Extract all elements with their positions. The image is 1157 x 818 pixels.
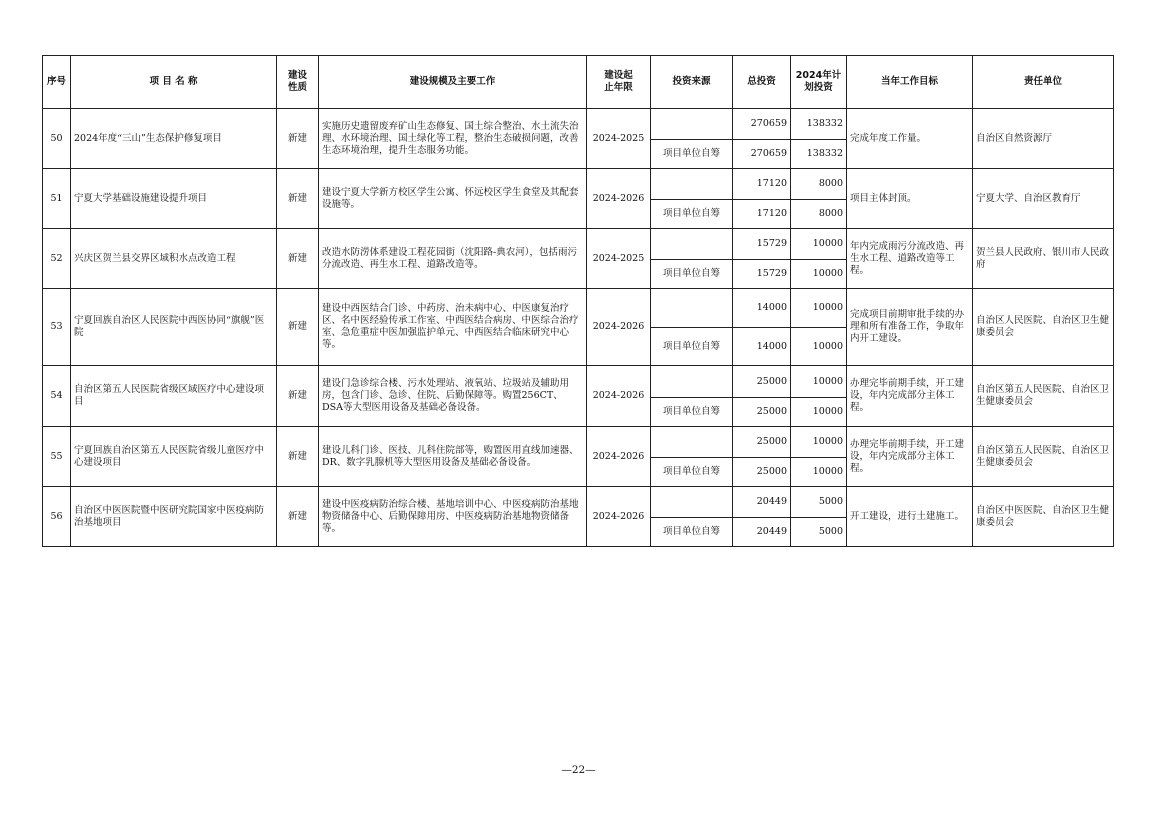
funding-source: 项目单位自筹: [651, 398, 733, 427]
col-header-annual-goal: 当年工作目标: [847, 56, 973, 109]
table-row: [43, 427, 1114, 458]
funding-source: 项目单位自筹: [651, 328, 733, 366]
col-header-project-name: 项 目 名 称: [71, 56, 277, 109]
table-row: [43, 109, 1114, 140]
row-index: 56: [43, 487, 71, 547]
construction-nature: 新建: [277, 427, 319, 487]
row-index: 54: [43, 366, 71, 427]
funding-source-total: [651, 289, 733, 328]
plan-investment: 10000: [791, 427, 847, 458]
project-name: 2024年度“三山”生态保护修复项目: [71, 109, 277, 169]
construction-years: 2024-2025: [587, 229, 651, 289]
construction-nature: 新建: [277, 487, 319, 547]
responsible-unit: 自治区第五人民医院、自治区卫生健康委员会: [973, 427, 1114, 487]
funding-source-total: [651, 229, 733, 260]
funding-source-total: [651, 109, 733, 140]
row-index: 50: [43, 109, 71, 169]
col-header-total-investment: 总投资: [733, 56, 791, 109]
construction-scope: 建设中西医结合门诊、中药房、治未病中心、中医康复治疗区、名中医经验传承工作室、中西医结合病房、中医综合治疗室、急危重症中医加强监护单元、中西医结合临床研究中心等。: [319, 289, 587, 366]
project-name: 自治区第五人民医院省级区域医疗中心建设项目: [71, 366, 277, 427]
annual-goal: 开工建设，进行土建施工。: [847, 487, 973, 547]
construction-nature: 新建: [277, 289, 319, 366]
responsible-unit: 自治区中医医院、自治区卫生健康委员会: [973, 487, 1114, 547]
table-header-row: [43, 56, 1114, 109]
funding-source-total: [651, 487, 733, 518]
total-investment-self-funded: 25000: [733, 398, 791, 427]
funding-source: 项目单位自筹: [651, 200, 733, 229]
total-investment: 17120: [733, 169, 791, 200]
construction-years: 2024-2025: [587, 109, 651, 169]
funding-source: 项目单位自筹: [651, 140, 733, 169]
funding-source: 项目单位自筹: [651, 260, 733, 289]
funding-source-total: [651, 366, 733, 398]
col-header-plan-investment: 2024年计 划投资: [791, 56, 847, 109]
construction-years: 2024-2026: [587, 289, 651, 366]
funding-source: 项目单位自筹: [651, 518, 733, 547]
plan-investment-self-funded: 10000: [791, 458, 847, 487]
responsible-unit: 自治区人民医院、自治区卫生健康委员会: [973, 289, 1114, 366]
table-row: [43, 289, 1114, 328]
plan-investment: 10000: [791, 289, 847, 328]
project-name: 宁夏回族自治区第五人民医院省级儿童医疗中心建设项目: [71, 427, 277, 487]
total-investment-self-funded: 20449: [733, 518, 791, 547]
plan-investment-self-funded: 8000: [791, 200, 847, 229]
project-name: 兴庆区贺兰县交界区域积水点改造工程: [71, 229, 277, 289]
total-investment: 14000: [733, 289, 791, 328]
total-investment-self-funded: 15729: [733, 260, 791, 289]
col-header-index: 序号: [43, 56, 71, 109]
construction-nature: 新建: [277, 109, 319, 169]
construction-years: 2024-2026: [587, 427, 651, 487]
row-index: 51: [43, 169, 71, 229]
construction-scope: 建设儿科门诊、医技、儿科住院部等，购置医用直线加速器、DR、数字乳腺机等大型医用设备及基础必备设备。: [319, 427, 587, 487]
plan-investment: 10000: [791, 229, 847, 260]
construction-scope: 改造水防涝体系建设工程花园街（沈阳路-典农河），包括雨污分流改造、再生水工程、道路改造等。: [319, 229, 587, 289]
responsible-unit: 自治区第五人民医院、自治区卫生健康委员会: [973, 366, 1114, 427]
project-name: 宁夏大学基础设施建设提升项目: [71, 169, 277, 229]
total-investment: 15729: [733, 229, 791, 260]
col-header-years: 建设起 止年限: [587, 56, 651, 109]
construction-years: 2024-2026: [587, 487, 651, 547]
total-investment: 25000: [733, 366, 791, 398]
construction-years: 2024-2026: [587, 169, 651, 229]
table-row: [43, 366, 1114, 398]
total-investment-self-funded: 25000: [733, 458, 791, 487]
plan-investment-self-funded: 138332: [791, 140, 847, 169]
funding-source-total: [651, 427, 733, 458]
table-row: [43, 229, 1114, 260]
annual-goal: 完成年度工作量。: [847, 109, 973, 169]
total-investment: 20449: [733, 487, 791, 518]
row-index: 52: [43, 229, 71, 289]
plan-investment-self-funded: 10000: [791, 260, 847, 289]
annual-goal: 办理完毕前期手续，开工建设，年内完成部分主体工程。: [847, 366, 973, 427]
col-header-nature: 建设 性质: [277, 56, 319, 109]
plan-investment: 10000: [791, 366, 847, 398]
annual-goal: 项目主体封顶。: [847, 169, 973, 229]
construction-nature: 新建: [277, 229, 319, 289]
col-header-responsible-unit: 责任单位: [973, 56, 1114, 109]
total-investment-self-funded: 14000: [733, 328, 791, 366]
table-row: [43, 169, 1114, 200]
col-header-funding-source: 投资来源: [651, 56, 733, 109]
funding-source: 项目单位自筹: [651, 458, 733, 487]
total-investment: 25000: [733, 427, 791, 458]
construction-scope: 建设宁夏大学新方校区学生公寓、怀远校区学生食堂及其配套设施等。: [319, 169, 587, 229]
plan-investment-self-funded: 10000: [791, 398, 847, 427]
construction-scope: 实施历史遗留废弃矿山生态修复、国土综合整治、水土流失治理、水环境治理、国土绿化等工程，整治生态破损问题，改善生态环境治理，提升生态服务功能。: [319, 109, 587, 169]
plan-investment: 5000: [791, 487, 847, 518]
total-investment: 270659: [733, 109, 791, 140]
page-number: —22—: [561, 764, 596, 776]
total-investment-self-funded: 270659: [733, 140, 791, 169]
construction-scope: 建设中医疫病防治综合楼、基地培训中心、中医疫病防治基地物资储备中心、后勤保障用房、中医疫病防治基地物资储备等。: [319, 487, 587, 547]
col-header-scope: 建设规模及主要工作: [319, 56, 587, 109]
plan-investment: 8000: [791, 169, 847, 200]
project-table: [42, 55, 1114, 547]
project-name: 自治区中医医院暨中医研究院国家中医疫病防治基地项目: [71, 487, 277, 547]
construction-nature: 新建: [277, 169, 319, 229]
responsible-unit: 宁夏大学、自治区教育厅: [973, 169, 1114, 229]
construction-scope: 建设门急诊综合楼、污水处理站、液氧站、垃圾站及辅助用房，包含门诊、急诊、住院、后勤保障等。购置256CT、DSA等大型医用设备及基础必备设备。: [319, 366, 587, 427]
responsible-unit: 自治区自然资源厅: [973, 109, 1114, 169]
plan-investment-self-funded: 5000: [791, 518, 847, 547]
annual-goal: 办理完毕前期手续，开工建设，年内完成部分主体工程。: [847, 427, 973, 487]
responsible-unit: 贺兰县人民政府、银川市人民政府: [973, 229, 1114, 289]
row-index: 55: [43, 427, 71, 487]
construction-years: 2024-2026: [587, 366, 651, 427]
table-row: [43, 487, 1114, 518]
funding-source-total: [651, 169, 733, 200]
construction-nature: 新建: [277, 366, 319, 427]
row-index: 53: [43, 289, 71, 366]
annual-goal: 年内完成雨污分流改造、再生水工程、道路改造等工程。: [847, 229, 973, 289]
total-investment-self-funded: 17120: [733, 200, 791, 229]
plan-investment: 138332: [791, 109, 847, 140]
plan-investment-self-funded: 10000: [791, 328, 847, 366]
annual-goal: 完成项目前期审批手续的办理和所有准备工作，争取年内开工建设。: [847, 289, 973, 366]
project-name: 宁夏回族自治区人民医院中西医协同“旗舰”医院: [71, 289, 277, 366]
